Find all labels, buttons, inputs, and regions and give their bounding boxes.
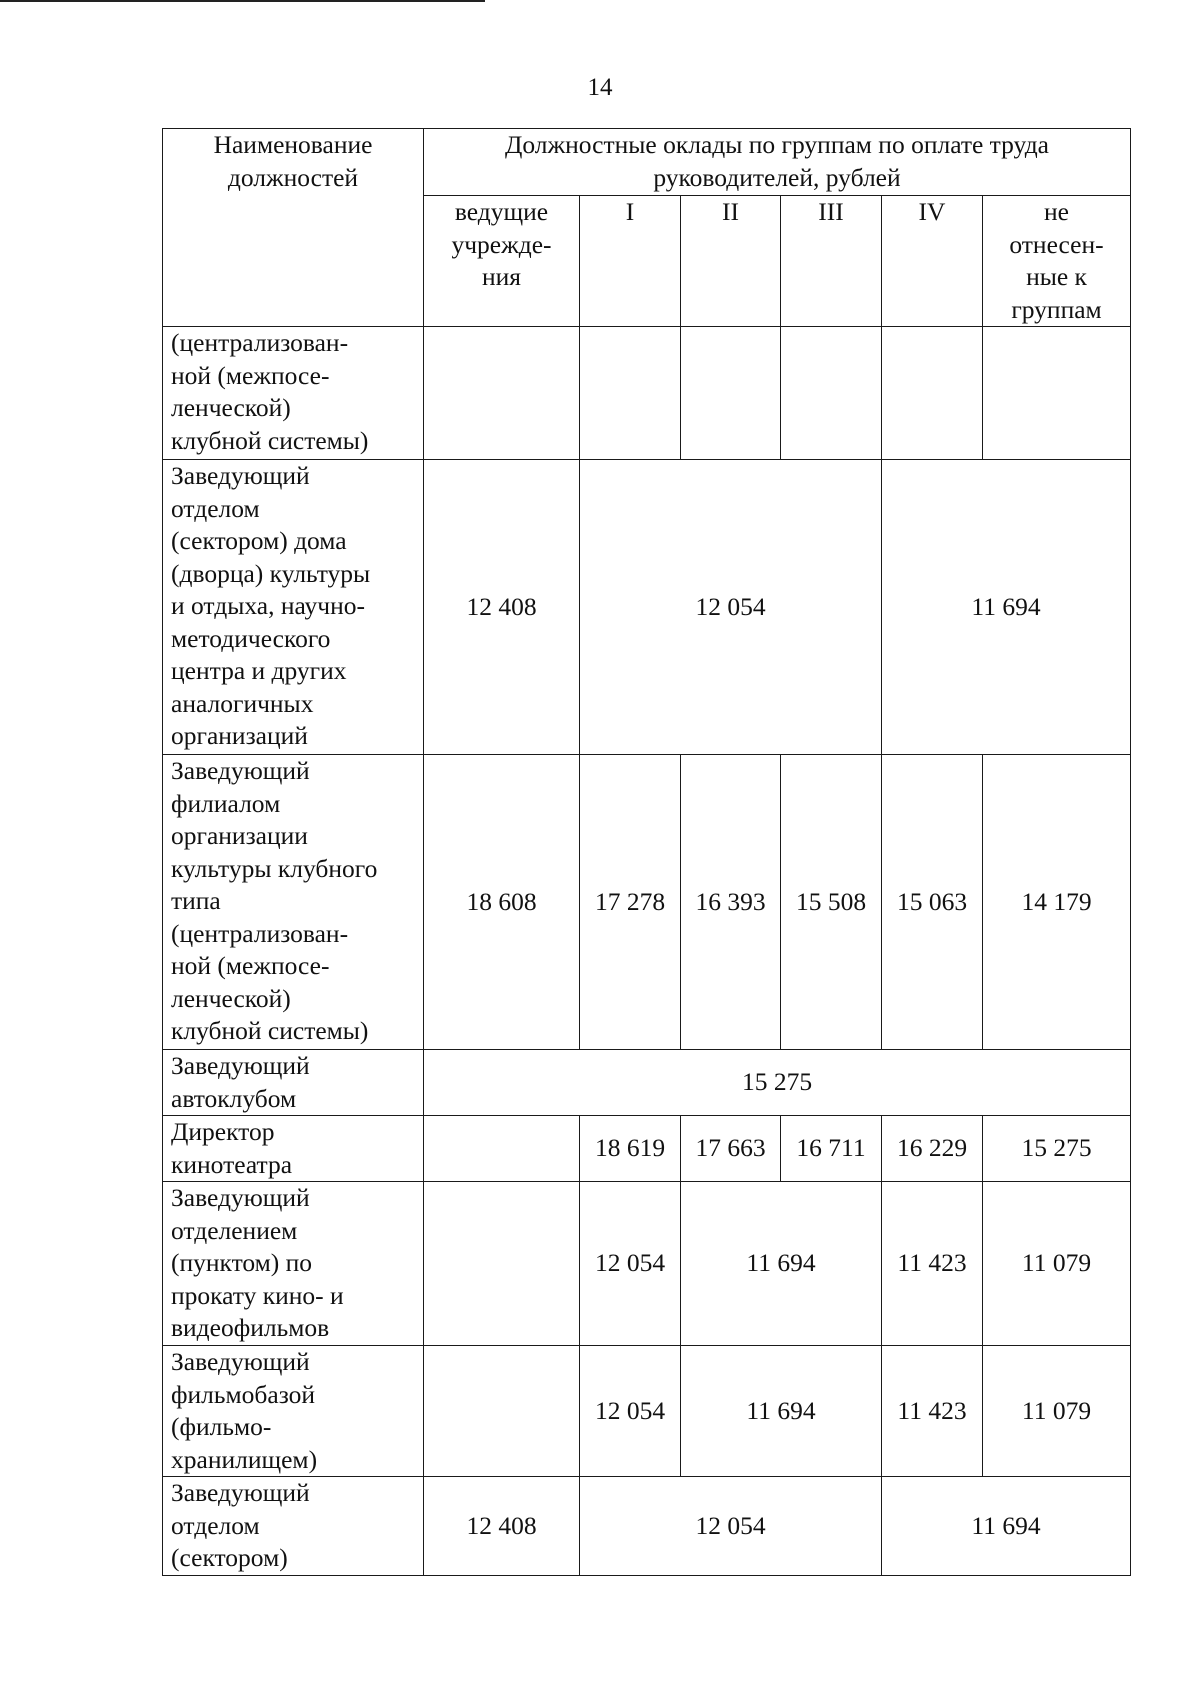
salary-cell: 12 408 xyxy=(424,1477,580,1576)
header-group-line: не xyxy=(1044,197,1069,226)
position-name-line: клубной системы) xyxy=(171,425,369,455)
header-salary-group xyxy=(424,129,1131,196)
header-group-line: отнесен- xyxy=(1009,229,1104,259)
salary-cell: 11 079 xyxy=(983,1182,1131,1346)
header-group-line: IV xyxy=(918,197,946,226)
header-group-line: III xyxy=(818,197,844,226)
salary-cell: 17 278 xyxy=(580,755,681,1050)
position-name-line: центра и других xyxy=(171,656,347,685)
position-name-line: ной (межпосе- xyxy=(171,951,330,980)
position-name-line: хранилищем) xyxy=(171,1444,318,1474)
position-name-line: и отдыха, научно- xyxy=(171,591,365,620)
position-name-line: ной (межпосе- xyxy=(171,360,330,390)
header-group-3 xyxy=(781,196,882,327)
table-row xyxy=(163,460,1131,755)
salary-cell: 16 711 xyxy=(781,1116,882,1182)
position-name-line: (сектором) xyxy=(171,1543,288,1572)
header-group-line: ные к xyxy=(1026,262,1087,291)
position-name-line: типа xyxy=(171,886,221,915)
position-name-line: (централизован- xyxy=(171,918,349,948)
salary-cell xyxy=(424,1346,580,1477)
page-number: 14 xyxy=(587,74,613,101)
position-name-line: Заведующий xyxy=(171,1051,310,1080)
position-name-line: (централизован- xyxy=(171,328,349,357)
salary-cell xyxy=(424,1182,580,1346)
header-group-leading xyxy=(424,196,580,327)
salary-cell: 18 619 xyxy=(580,1116,681,1182)
header-position-line: Наименование xyxy=(213,130,373,159)
position-name-line: отделом xyxy=(171,493,260,523)
position-name xyxy=(163,755,424,1050)
salary-table xyxy=(162,128,1131,1576)
position-name-line: отделением xyxy=(171,1215,298,1245)
salary-cell-empty xyxy=(781,327,882,460)
position-name-line: аналогичных xyxy=(171,688,314,718)
table-row xyxy=(163,1477,1131,1576)
position-name-line: (пунктом) по xyxy=(171,1248,313,1277)
position-name-line: фильмобазой xyxy=(171,1379,316,1409)
salary-cell: 16 393 xyxy=(681,755,781,1050)
position-name-line: Директор xyxy=(171,1117,275,1146)
position-name-line: организации xyxy=(171,821,308,850)
salary-cell: 11 423 xyxy=(882,1182,983,1346)
position-name-line: Заведующий xyxy=(171,1183,310,1212)
position-name-line: организаций xyxy=(171,721,308,750)
salary-cell: 17 663 xyxy=(681,1116,781,1182)
position-name xyxy=(163,1182,424,1346)
position-name-line: культуры клубного xyxy=(171,853,378,883)
header-group-1 xyxy=(580,196,681,327)
header-group-line: группам xyxy=(1011,294,1102,324)
header-group-unassigned xyxy=(983,196,1131,327)
position-name-line: ленческой) xyxy=(171,393,291,422)
position-name-line: Заведующий xyxy=(171,461,310,490)
salary-cell: 12 054 xyxy=(580,1477,882,1576)
position-name-line: ленческой) xyxy=(171,983,291,1013)
salary-cell: 16 229 xyxy=(882,1116,983,1182)
header-row-1 xyxy=(163,129,1131,196)
salary-cell: 11 694 xyxy=(681,1346,882,1477)
position-name-line: Заведующий xyxy=(171,1347,310,1376)
position-name-line: (фильмо- xyxy=(171,1412,272,1441)
salary-cell: 11 694 xyxy=(681,1182,882,1346)
salary-cell: 15 275 xyxy=(424,1050,1131,1116)
salary-cell-empty xyxy=(580,327,681,460)
header-group-4 xyxy=(882,196,983,327)
table-row xyxy=(163,1182,1131,1346)
position-name-line: прокату кино- и xyxy=(171,1280,344,1310)
salary-cell: 12 054 xyxy=(580,1346,681,1477)
salary-cell: 11 423 xyxy=(882,1346,983,1477)
position-name-line: Заведующий xyxy=(171,756,310,785)
header-group-line: ведущие xyxy=(454,197,549,226)
position-name-line: (сектором) дома xyxy=(171,526,347,555)
salary-cell: 18 608 xyxy=(424,755,580,1050)
position-name-line: автоклубом xyxy=(171,1083,297,1113)
salary-cell: 15 063 xyxy=(882,755,983,1050)
salary-cell: 14 179 xyxy=(983,755,1131,1050)
position-name-line: филиалом xyxy=(171,788,281,818)
position-name xyxy=(163,1477,424,1576)
salary-cell: 12 054 xyxy=(580,1182,681,1346)
table-row xyxy=(163,1346,1131,1477)
header-position-line: должностей xyxy=(227,162,359,192)
salary-cell xyxy=(424,1116,580,1182)
position-name xyxy=(163,1116,424,1182)
header-group-line: учрежде- xyxy=(451,229,552,259)
header-group-line: II xyxy=(722,197,739,226)
salary-cell: 12 408 xyxy=(424,460,580,755)
salary-cell: 15 275 xyxy=(983,1116,1131,1182)
position-name xyxy=(163,1050,424,1116)
salary-cell: 15 508 xyxy=(781,755,882,1050)
header-salary-line: руководителей, рублей xyxy=(653,162,901,192)
header-salary-line: Должностные оклады по группам по оплате труда xyxy=(505,130,1049,159)
salary-cell: 11 694 xyxy=(882,1477,1131,1576)
table-row xyxy=(163,755,1131,1050)
salary-cell: 11 079 xyxy=(983,1346,1131,1477)
position-name-line: клубной системы) xyxy=(171,1016,369,1045)
position-name xyxy=(163,460,424,755)
scan-edge-rule xyxy=(0,0,485,2)
salary-cell-empty xyxy=(983,327,1131,460)
salary-cell-empty xyxy=(424,327,580,460)
table-row xyxy=(163,1116,1131,1182)
position-name-line: кинотеатра xyxy=(171,1149,293,1179)
position-name-line: методического xyxy=(171,623,331,653)
position-name-line: (дворца) культуры xyxy=(171,558,371,588)
salary-cell-empty xyxy=(681,327,781,460)
header-group-2 xyxy=(681,196,781,327)
header-group-line: I xyxy=(625,197,635,226)
table-row xyxy=(163,327,1131,460)
salary-cell: 12 054 xyxy=(580,460,882,755)
salary-cell-empty xyxy=(882,327,983,460)
table-row xyxy=(163,1050,1131,1116)
position-name-line: Заведующий xyxy=(171,1478,310,1507)
header-group-line: ния xyxy=(481,262,522,291)
position-name-line: отделом xyxy=(171,1510,260,1540)
position-name-line: видеофильмов xyxy=(171,1313,330,1342)
header-position-names xyxy=(163,129,424,327)
position-name xyxy=(163,327,424,460)
position-name xyxy=(163,1346,424,1477)
salary-cell: 11 694 xyxy=(882,460,1131,755)
